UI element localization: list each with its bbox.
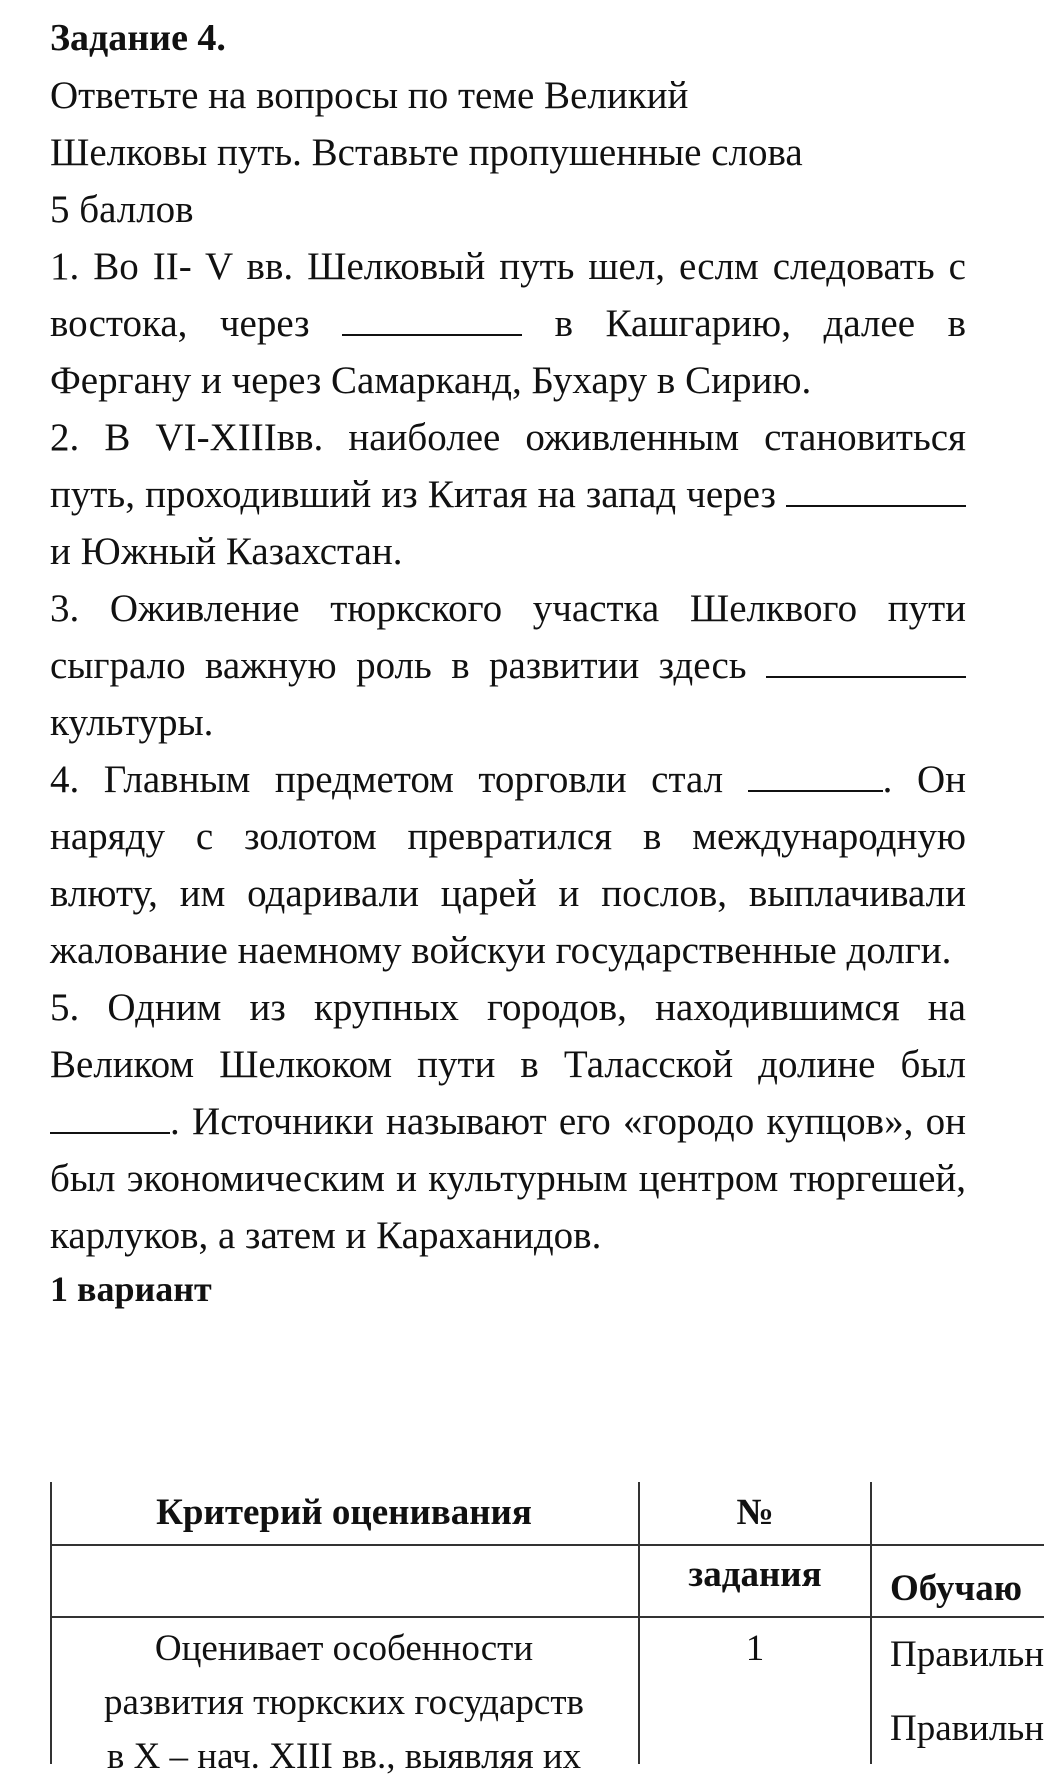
task-number-header-line-1: №: [736, 1492, 774, 1533]
question-4-text-start: 4. Главным предметом торговли стал: [50, 758, 724, 801]
question-1-text-start: 1. Во II- V вв. Шелковый путь шел, еслм следовать с востока, через: [50, 245, 966, 345]
criterion-line-3: в X – нач. XIII вв., выявляя их: [106, 1736, 582, 1777]
criterion-line-2: развития тюркских государств: [104, 1682, 584, 1723]
question-3: [50, 580, 966, 751]
question-4-text-end: . Он наряду с золотом превратился в международную влюту, им одаривали царей и послов, выплачивали жалование наемному войскуи государственные долги.: [50, 758, 966, 972]
question-2-blank[interactable]: [786, 504, 966, 507]
assessment-table: [50, 1482, 1044, 1777]
question-3-text-start: 3. Оживление тюркского участка Шелквого пути сыграло важную роль в развитии здесь: [50, 587, 966, 687]
question-1: [50, 238, 966, 409]
task-title: Задание 4.: [50, 17, 226, 59]
table-header-rule-1: [50, 1544, 1044, 1546]
task-number-header-line-2: задания: [688, 1554, 822, 1595]
learner-header: Обучаю: [890, 1568, 1023, 1609]
criterion-line-1: Оценивает особенности: [154, 1628, 534, 1669]
question-2-text-start: 2. В VI-XIIIвв. наиболее оживленным становиться путь, проходивший из Китая на запад через: [50, 416, 966, 516]
question-5-text-end: . Источники называют его «городо купцов», он был экономическим и культурным центром тюргешей, карлуков, а затем и Караханидов.: [50, 1100, 966, 1257]
question-2: [50, 409, 966, 580]
question-5-text-start: 5. Одним из крупных городов, находившимся на Великом Шелкоком пути в Таласской долине был: [50, 986, 966, 1086]
question-5: [50, 979, 966, 1264]
question-5-blank[interactable]: [50, 1131, 170, 1134]
points-label: 5 баллов: [50, 188, 194, 231]
descriptor-1: Правильн: [890, 1634, 1044, 1675]
question-4: [50, 751, 966, 979]
table-divider-2: [870, 1482, 872, 1764]
question-4-blank[interactable]: [748, 789, 883, 792]
question-1-blank[interactable]: [342, 333, 522, 336]
question-3-blank[interactable]: [766, 675, 966, 678]
question-1-text-end: в Кашгарию, далее в Фергану и через Самарканд, Бухару в Сирию.: [50, 302, 966, 402]
instruction-line-2: Шелковы путь. Вставьте пропушенные слова: [50, 131, 803, 174]
task-number: 1: [745, 1628, 765, 1669]
descriptor-2: Правильн: [890, 1708, 1044, 1749]
task-content: [50, 10, 966, 1314]
criterion-header: Критерий оценивания: [156, 1492, 532, 1533]
question-3-text-end: культуры.: [50, 701, 214, 744]
variant-label: 1 вариант: [50, 1269, 212, 1309]
question-2-text-end: и Южный Казахстан.: [50, 530, 403, 573]
instruction-line-1: Ответьте на вопросы по теме Великий: [50, 74, 689, 117]
